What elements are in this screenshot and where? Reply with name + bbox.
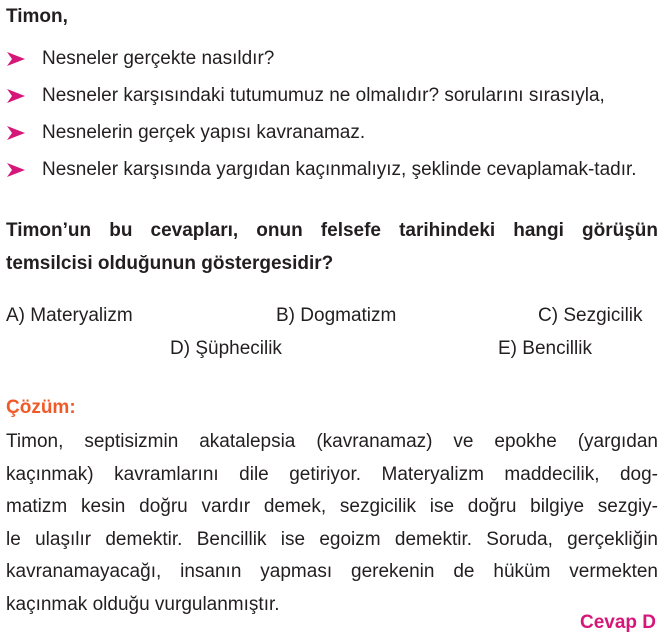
list-item — [6, 116, 656, 149]
solution-line: kavranamayacağı, insanın yapması gerekenin de hüküm vermekten — [6, 561, 658, 582]
arrowhead-bullet-icon — [6, 51, 26, 67]
question-stem: Timon’un bu cevapları, onun felsefe tarihindeki hangi görüşün temsilcisi olduğunun göstergesidir? — [6, 220, 658, 274]
speaker-title: Timon, — [6, 6, 68, 27]
list-item — [6, 153, 656, 186]
answer-label: Cevap D — [579, 612, 656, 633]
arrowhead-bullet-icon — [6, 88, 26, 104]
solution-line: kaçınmak) kavramlarını dile getiriyor. Materyalizm maddecilik, dog- — [6, 463, 658, 485]
bullet-text: Nesneler karşısında yargıdan kaçınmalıyız, şeklinde cevaplamak-tadır. — [42, 159, 637, 180]
solution-line: matizm kesin doğru vardır demek, sezgicilik ise doğru bilgiye sezgiy- — [6, 496, 658, 517]
option-e[interactable]: E) Bencillik — [498, 338, 592, 359]
list-item — [6, 42, 656, 75]
arrowhead-bullet-icon — [6, 125, 26, 141]
bullet-text: Nesneler karşısındaki tutumumuz ne olmalıdır? sorularını sırasıyla, — [42, 85, 605, 106]
option-a[interactable]: A) Materyalizm — [6, 305, 133, 326]
arrowhead-bullet-icon — [6, 162, 26, 178]
solution-text — [6, 426, 658, 621]
list-item — [6, 79, 656, 112]
option-c[interactable]: C) Sezgicilik — [538, 305, 643, 326]
option-b[interactable]: B) Dogmatizm — [276, 305, 397, 326]
solution-line: le ulaşılır demektir. Bencillik ise egoizm demektir. Soruda, gerçekliğin — [6, 528, 658, 550]
option-d[interactable]: D) Şüphecilik — [170, 338, 282, 359]
solution-heading: Çözüm: — [6, 397, 76, 418]
bullet-text: Nesnelerin gerçek yapısı kavranamaz. — [42, 122, 366, 143]
bullet-text: Nesneler gerçekte nasıldır? — [42, 48, 275, 69]
solution-line: Timon, septisizmin akatalepsia (kavranamaz) ve epokhe (yargıdan — [6, 431, 658, 452]
solution-line: kaçınmak olduğu vurgulanmıştır. — [6, 593, 280, 615]
bullet-list — [6, 42, 656, 190]
